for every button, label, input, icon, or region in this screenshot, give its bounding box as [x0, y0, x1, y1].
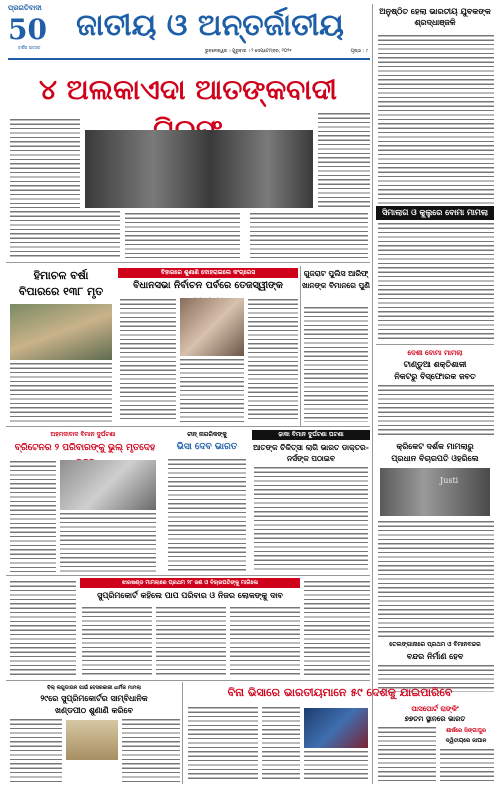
bihar-story-col1 [120, 298, 176, 422]
bottom-right1-story [378, 726, 436, 782]
logo-number: 50 [8, 13, 47, 46]
bihar-headline: ବିଧାନସଭା ନିର୍ବାଚନ ପର୍ବରେ ତେଜସ୍ୱୀଙ୍କ [133, 280, 283, 291]
court-building-photo [66, 720, 118, 760]
himachal-story [10, 362, 112, 424]
bottom-visa-headline: ବିନା ଭିସାରେ ଭାରତୀୟମାନେ ୫୯ ଦେଶକୁ ଯାଇପାରିବେ [227, 686, 453, 699]
right-court-headline-2: ପ୍ରଧାନ ବିଚାରପତି ଓହରିଲେ [391, 453, 479, 463]
page-number: ପୃଷ୍ଠା : ୯ [350, 49, 368, 54]
bottom-left-kicker: ବିଲ୍ ଲଗୁଡାଉନ ପାଇଁ ବେସରକାରୀ ଧାର୍ମିକ ମାମଲା [47, 685, 141, 691]
lead-bottom-rule [6, 262, 370, 263]
section-title: ଜାତୀୟ ଓ ଅନ୍ତର୍ଜାତୀୟ [76, 8, 344, 43]
bihar-kicker: ବିହାରରେ ଶୁଣାଣି ଦୋହରାଇଲେ କଂଗ୍ରେସ [118, 268, 298, 278]
plane-photo [60, 460, 156, 510]
bottom-right2-headline-2: ଦ୍ୱିତୀୟରେ ଜାପାନ [445, 738, 487, 744]
right-mid-headline: ସିମାଲାଗ ଓ କୁଲୁରେ ବୋମା ମାମଲା [376, 206, 494, 220]
plane-kicker: ଅହମଦାବାଦ ବିମାନ ଦୁର୍ଘଟଣା [50, 431, 116, 438]
right-mid-rule [376, 344, 494, 345]
supreme-headline: ସୁପ୍ରିମକୋର୍ଟ କହିଲେ ପାପ ପରିବାର ଓ ନିଜର ଲୋକଙ୍କୁ ଦାବ [97, 590, 283, 600]
lead-story-col1 [10, 118, 80, 208]
right-top-headline: ଅନୁଷ୍ଠିତ ହେଲା ଭାରତୀୟ ଯୁବକଙ୍କ ଶ୍ରଦ୍ଧାଞ୍ଜଳି [379, 6, 491, 27]
supreme-story-col1 [82, 606, 152, 676]
bottom-left-headline-2: ଖଣ୍ଡପୀଠ ଶୁଣାଣି କରିବେ [55, 705, 133, 715]
lead-story-col2 [10, 210, 120, 258]
himachal-photo [10, 304, 112, 360]
lead-headline: ୪ ଅଲକାଏଦା ଆତଙ୍କବାଦୀ [38, 73, 338, 106]
supreme-story-left [10, 580, 76, 676]
supreme-story-col2 [156, 606, 226, 676]
terror-headline: ଆତଙ୍କ ଚିକିତ୍ସା ଲାଗି ଭାରତ ଡାକ୍ତର-ନର୍ସଙ୍କ ପଠାଇବ [253, 443, 369, 463]
terror-kicker: ଢାକା ବିମାନ ଦୁର୍ଘଟଣା ଘଟଣା [252, 430, 370, 440]
himachal-headline-2: ବିପାରରେ ୧୩୮ ମୃତ [18, 285, 104, 298]
lower-rule [6, 575, 370, 576]
right-court-headline-1: କ୍ରିକେଟ ଦର୍ଶକ ମାମଲାରୁ [396, 441, 474, 451]
passport-photo [304, 708, 368, 748]
right-court-story [378, 520, 494, 638]
china-story [168, 458, 246, 572]
right-budget-story [378, 384, 494, 438]
bottom-left-headline-1: ୨୯ରେ ସୁପ୍ରିମକୋର୍ଟର ସାମ୍ବିଧାନିକ [40, 693, 148, 703]
bottom-visa-story-col2 [262, 706, 300, 782]
gujarat-rule [300, 266, 301, 426]
right-low-headline-2: ବନ୍ଦର ନିର୍ମାଣ ହେବ [406, 651, 464, 661]
right-low-headline-1: ତେଲଙ୍ଗାନାରେ ପ୍ରଥମ ଓ ବିମାନବନ୍ଦର [389, 641, 481, 648]
right-court-photo [380, 468, 490, 516]
plane-headline: ବ୍ରିଟେନର ୨ ପରିବାରଙ୍କୁ ଭୁଲ୍ ମୃତଦେହ [14, 443, 156, 453]
supreme-kicker: ଝାରଖଣ୍ଡ ମାମଲାରେ ପ୍ରଥମ ୨୮ ଜଣ ଓ ବିଚାରପତିଙ୍କୁ ମାଗିଲେ [80, 578, 300, 588]
bottom-right1-headline-1: ପାସପୋର୍ଟ ରାଙ୍କିଂ [411, 704, 459, 713]
terror-story [254, 466, 368, 572]
brand-name: ପ୍ରଗତିବାଦୀ [8, 4, 42, 12]
right-court-photo-text: Justi [440, 476, 459, 485]
lead-headline-box [6, 70, 370, 110]
right-mid-story [378, 222, 494, 342]
gujarat-story [304, 306, 368, 422]
bihar-story-col2 [180, 358, 244, 422]
right-budget-headline-2: ଟାଣ୍ଡୁଆ ଶକ୍ତିଶାଳୀ [403, 359, 467, 369]
supreme-story-right [304, 580, 370, 676]
dateline: ଭୁବନେଶ୍ୱର । ଗୁରୁବାର । ୨ ସେପ୍ଟେମ୍ବର, ୨୦୨୧ [205, 49, 292, 54]
bihar-photo [180, 298, 244, 356]
gujarat-headline: ଗୁଜରାଟ ପୁଲିସ ଆରିଫ୍ ଖାନଙ୍କ ବିମାନରେ ପୁଣି [302, 269, 370, 290]
masthead-rule [8, 58, 370, 60]
himachal-headline-1: ହିମାଚଳ ବର୍ଷା [33, 269, 89, 282]
mid-rule [6, 426, 370, 427]
bottom-right1-headline-2: ୭୭ତମ ସ୍ଥାନରେ ଭାରତ [404, 714, 466, 723]
right-column-rule [372, 4, 373, 784]
bihar-story-col3 [248, 298, 298, 422]
right-budget-headline-1: ଦେଶୀ ବୋମା ମାମଲା [407, 348, 463, 357]
right-budget-headline-3: ନିକଟରୁ ବିସ୍ଫୋରକ ଜବତ [394, 371, 476, 381]
lead-story-col5 [318, 112, 370, 208]
brand-subtitle: ବାର୍ଷିକ ଉତ୍ସବ [18, 45, 41, 50]
plane-story-col1 [10, 460, 56, 572]
lead-photo-suspects [85, 130, 313, 208]
supreme-story-col3 [230, 606, 300, 676]
plane-story-col2 [60, 512, 156, 572]
right-top-story [378, 34, 494, 204]
lead-story-col3 [125, 212, 240, 258]
china-headline: ଭିସା ଦେବ ଭାରତ [176, 442, 238, 452]
china-kicker: ଚୀନ୍ ନାଗରିକଙ୍କୁ [187, 431, 227, 438]
bottom-visa-story-col1 [188, 706, 258, 782]
lead-story-col4 [250, 212, 368, 258]
bottom-visa-rule [182, 682, 183, 784]
bottom-right2-headline-1: ଶୀର୍ଷରେ ସିଙ୍ଗାପୁର [445, 728, 487, 734]
bottom-rule [6, 680, 370, 681]
bottom-left-story-col1 [10, 718, 62, 782]
bottom-left-story-col2 [122, 718, 180, 782]
anniversary-logo-icon [8, 4, 58, 54]
bottom-right2-story [440, 748, 494, 782]
bottom-visa-story-col3 [304, 750, 368, 782]
